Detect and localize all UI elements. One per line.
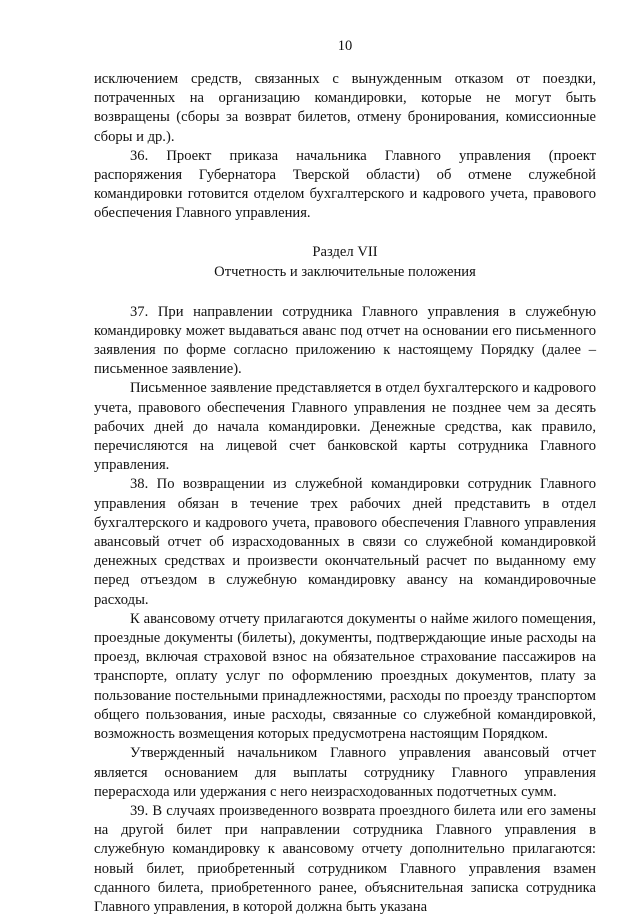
paragraph-37: 37. При направлении сотрудника Главного управления в служебную командировку может выдаваться аванс под отчет на основании его письменного заявления по форме согласно приложению к настоящему Порядку (далее – письменное заявление). <box>94 303 596 378</box>
paragraph-36: 36. Проект приказа начальника Главного управления (проект распоряжения Губернатора Тверской области) об отмене служебной командировки готовится отделом бухгалтерского и кадрового учета, правового обеспечения Главного управления. <box>94 147 596 222</box>
paragraph-38: 38. По возвращении из служебной командировки сотрудник Главного управления обязан в течение трех рабочих дней представить в отдел бухгалтерского и кадрового учета, правового обеспечения Главного управления авансовый отчет об израсходованных в связи со служебной командировкой денежных средствах и произвести окончательный расчет по выданному ему перед отъездом в служебную командировку авансу на командировочные расходы. <box>94 476 596 608</box>
paragraph-37-application: Письменное заявление представляется в отдел бухгалтерского и кадрового учета, правового обеспечения Главного управления не позднее чем за десять рабочих дней до начала командировки. Денежные средства, как правило, перечисляются на лицевой счет банковской карты сотрудника Главного управления. <box>94 380 596 474</box>
section-subheading: Отчетность и заключительные положения <box>214 263 476 280</box>
paragraph-38-attachments: К авансовому отчету прилагаются документы о найме жилого помещения, проездные документы (билеты), документы, подтверждающие иные расходы на проезд, включая страховой взнос на обязательное страхование пассажиров на транспорте, оплату услуг по оформлению проездных документов, плату за пользование постельными принадлежностями, расходы по проезду транспортом общего пользования, иные расходы, связанные со служебной командировкой, возможность возмещения которых предусмотрена настоящим Порядком. <box>94 610 596 743</box>
section-heading: Раздел VII <box>312 243 378 260</box>
section-header <box>94 242 596 282</box>
paragraph-39: 39. В случаях произведенного возврата проездного билета или его замены на другой билет при направлении сотрудника Главного управления в служебную командировку к авансовому отчету дополнительно прилагаются: новый билет, приобретенный сотрудником Главного управления взамен сданного билета, приобретенного ранее, объяснительная записка сотрудника Главного управления, в которой должна быть указана <box>94 802 596 915</box>
document-page <box>94 36 596 917</box>
paragraph-continuation: исключением средств, связанных с вынужденным отказом от поездки, потраченных на организацию командировки, которые не могут быть возвращены (сборы за возврат билетов, отмену бронирования, комиссионные сборы и др.). <box>94 71 596 145</box>
page-number: 10 <box>337 38 353 54</box>
paragraph-38-approval: Утвержденный начальником Главного управления авансовый отчет является основанием для выплаты сотруднику Главного управления перерасхода или удержания с него неизрасходованных подотчетных сумм. <box>94 745 596 800</box>
